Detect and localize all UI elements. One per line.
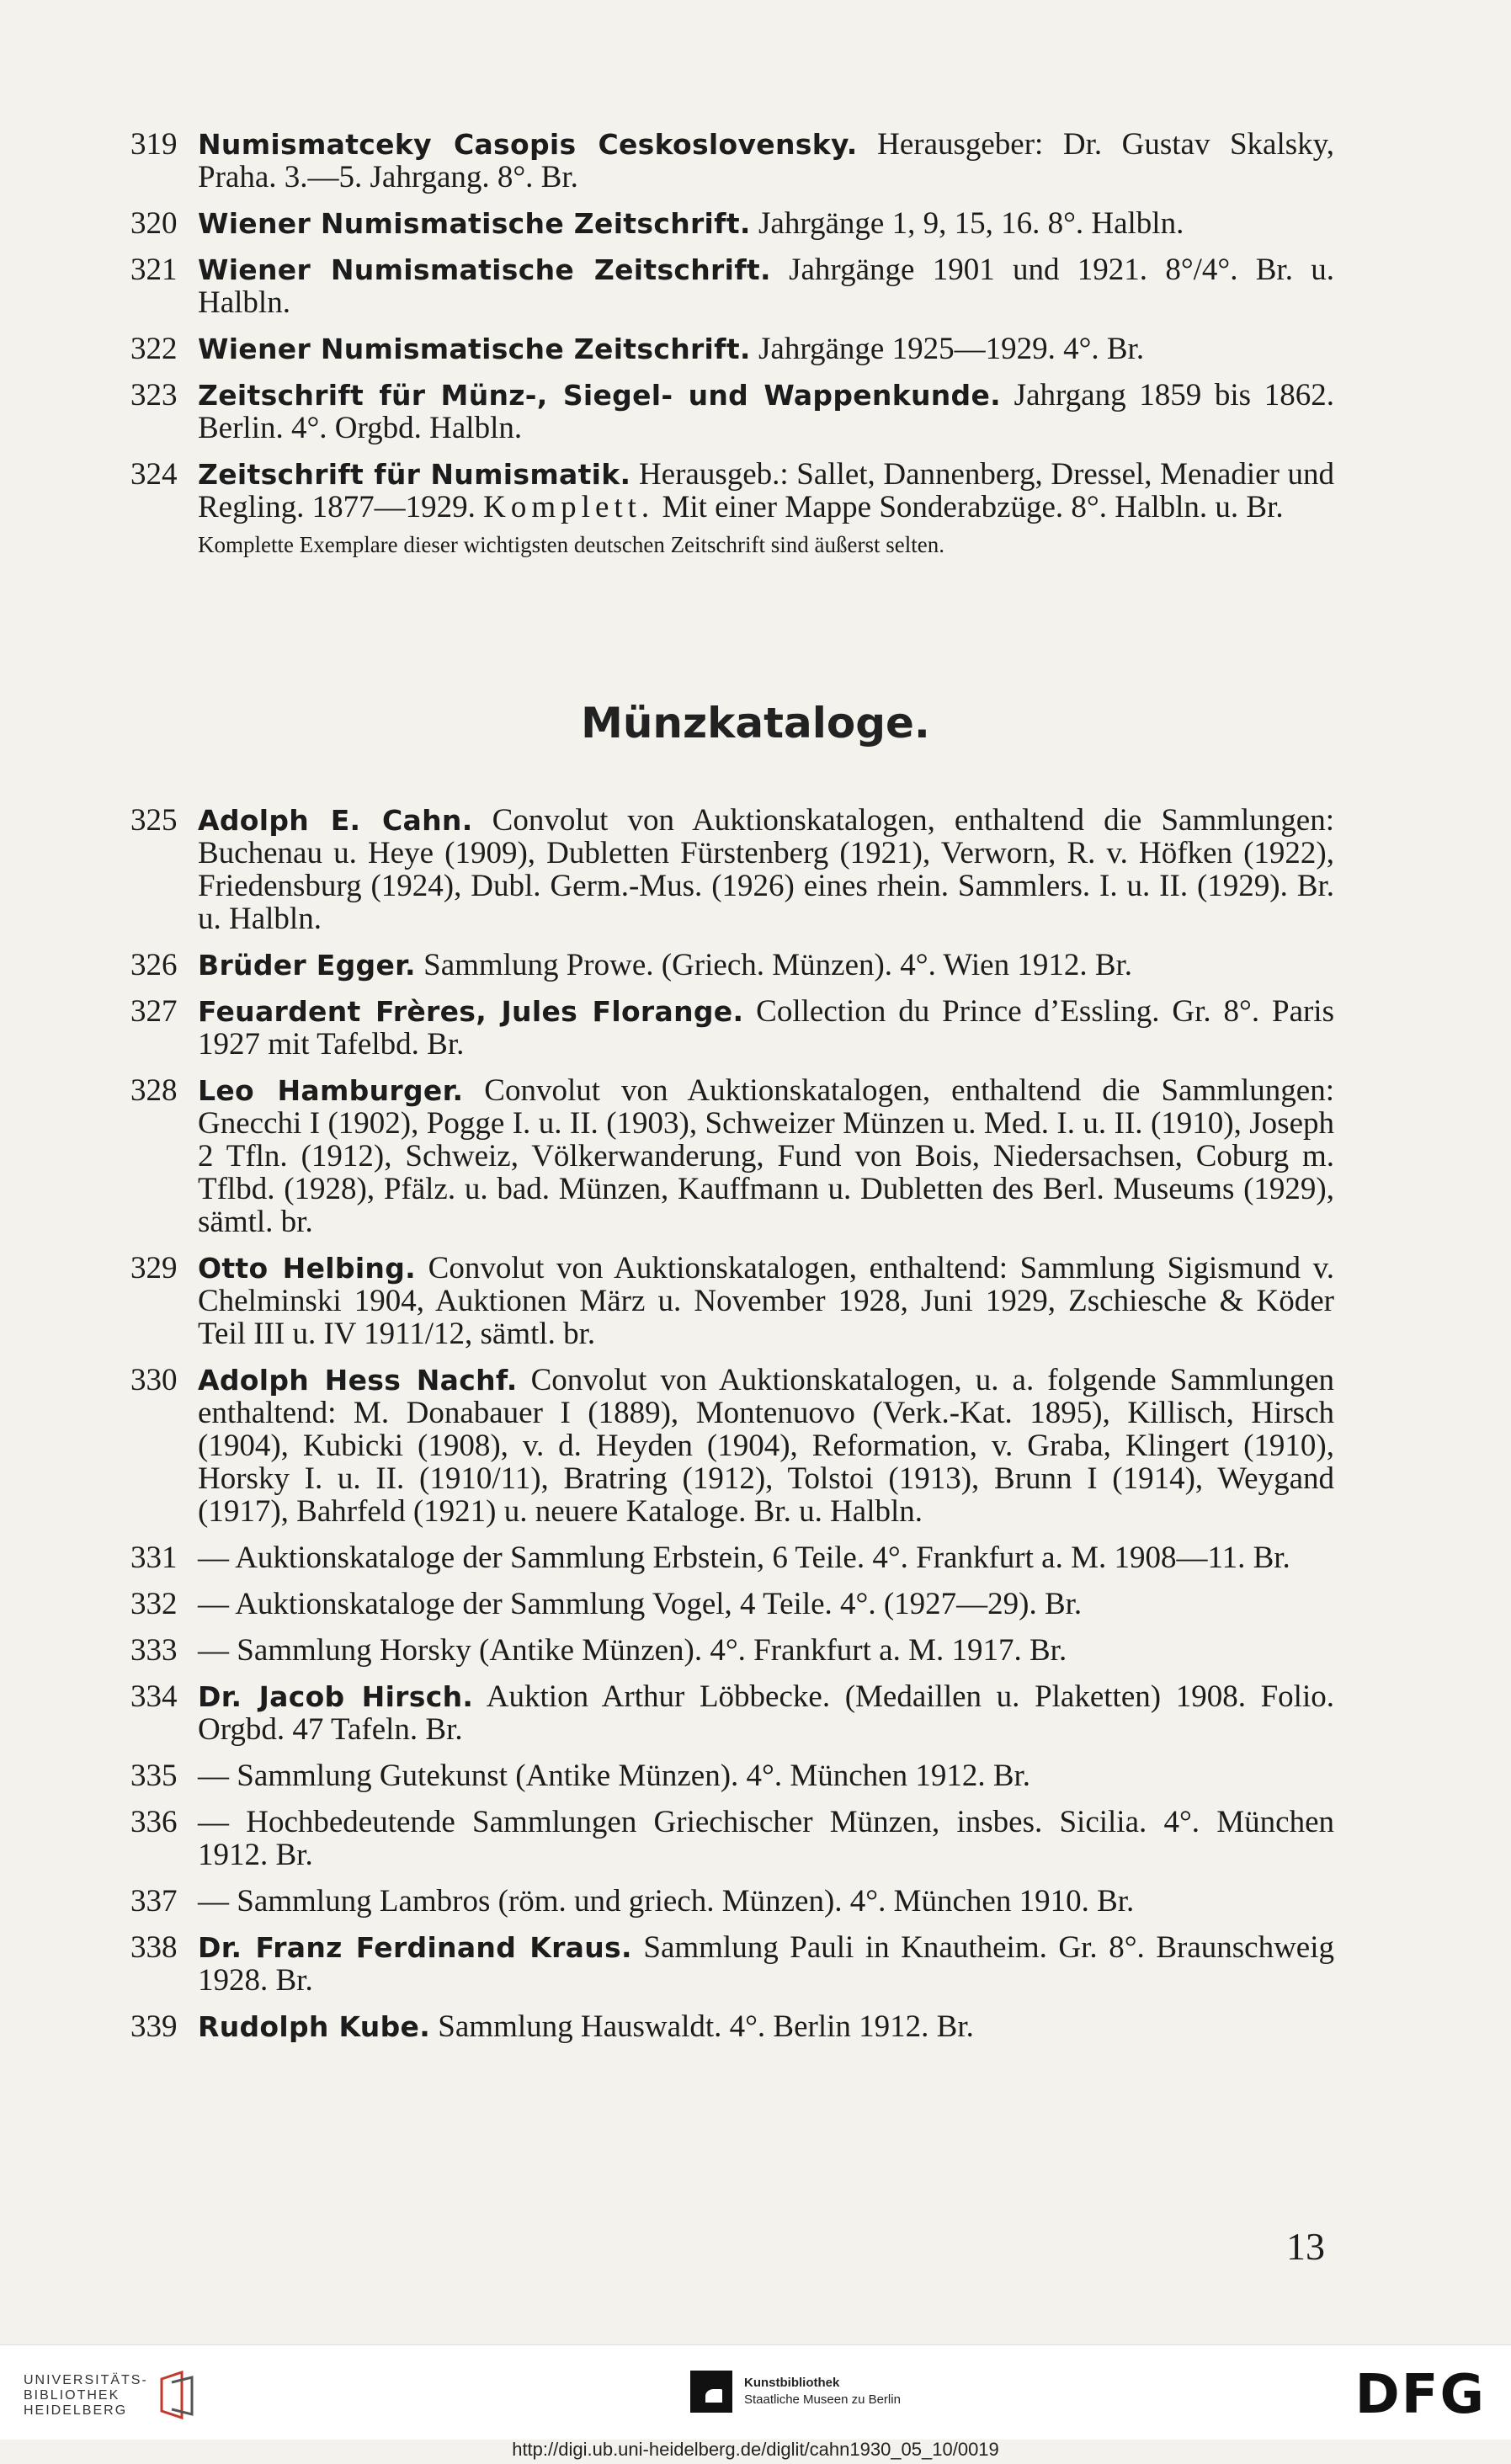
catalog-entry [130, 128, 1334, 194]
entry-heading: Feuardent Frères, Jules Florange. [198, 995, 744, 1028]
entry-text-continued: Mit einer Mappe Sonderabzüge. 8°. Halbln. u. Br. [654, 490, 1284, 524]
permalink-url[interactable]: http://digi.ub.uni-heidelberg.de/diglit/cahn1930_05_10/0019 [512, 2439, 999, 2460]
entry-heading: Otto Helbing. [198, 1252, 416, 1285]
entry-text: Sammlung Pauli in Knautheim. Gr. 8°. Braunschweig 1928. Br. [198, 1930, 1334, 1998]
catalog-entry [130, 207, 1334, 240]
heidelberg-mark-icon [157, 2371, 197, 2421]
entry-number: 327 [130, 994, 178, 1029]
entry-number: 332 [130, 1587, 178, 1621]
uni-line1: UNIVERSITÄTS- [24, 2373, 148, 2387]
entry-heading: Dr. Franz Ferdinand Kraus. [198, 1931, 632, 1964]
entry-number: 334 [130, 1679, 178, 1714]
catalog-entry [130, 1364, 1334, 1528]
kb-subtitle: Staatliche Museen zu Berlin [744, 2392, 901, 2407]
entry-heading: Wiener Numismatische Zeitschrift. [198, 253, 771, 286]
catalog-entry [130, 949, 1334, 982]
section-title: Münzkataloge. [581, 699, 930, 748]
page-number: 13 [1286, 2225, 1325, 2268]
catalog-entry [130, 804, 1334, 935]
entry-number: 338 [130, 1930, 178, 1965]
entry-text: Convolut von Auktionskatalogen, enthaltend: Sammlung Sigismund v. Chelminski 1904, Auktionen März u. November 1928, Juni 1929, Zschiesche & Köder Teil III u. IV 1911/12, sämtl. br. [198, 1251, 1335, 1351]
entry-text: Jahrgang 1859 bis 1862. Berlin. 4°. Orgbd. Halbln. [198, 378, 1334, 445]
entry-number: 322 [130, 332, 178, 366]
catalog-entry [130, 1634, 1334, 1667]
entry-heading: Zeitschrift für Münz-, Siegel- und Wappenkunde. [198, 379, 1001, 412]
entry-number: 319 [130, 127, 178, 162]
entry-text: Jahrgänge 1901 und 1921. 8°/4°. Br. u. Halbln. [198, 253, 1334, 320]
entry-text: Sammlung Prowe. (Griech. Münzen). 4°. Wien 1912. Br. [415, 948, 1133, 982]
catalog-entry [130, 1931, 1334, 1997]
entry-text: Convolut von Auktionskatalogen, enthaltend die Sammlungen: Gnecchi I (1902), Pogge I. u. II. (1903), Schweizer Münzen u. Med. I. u. II. (1910), Joseph 2 Tfln. (1912), Schweiz, Völkerwanderung, Fund von Bois, Niedersachsen, Coburg m. Tflbd. (1928), Pfälz. u. bad. Münzen, Kauffmann u. Dubletten des Berl. Museums (1929), sämtl. br. [198, 1073, 1334, 1239]
catalog-entry [130, 379, 1334, 444]
entry-heading: Brüder Egger. [198, 949, 416, 982]
catalog-entry [130, 1759, 1334, 1792]
catalog-entry [130, 1074, 1334, 1238]
entry-text: — Hochbedeutende Sammlungen Griechischer Münzen, insbes. Sicilia. 4°. München 1912. Br. [198, 1805, 1334, 1872]
entry-text: — Sammlung Gutekunst (Antike Münzen). 4°. München 1912. Br. [198, 1759, 1031, 1793]
dfg-logo[interactable]: DFG [1354, 2364, 1486, 2426]
entry-heading: Numismatceky Casopis Ceskoslovensky. [198, 128, 858, 161]
entry-number: 339 [130, 2009, 178, 2044]
catalog-entry [130, 995, 1334, 1061]
digitization-footer [0, 2344, 1511, 2440]
entry-text: Collection du Prince d’Essling. Gr. 8°. Paris 1927 mit Tafelbd. Br. [198, 994, 1334, 1062]
entry-text: — Sammlung Lambros (röm. und griech. Münzen). 4°. München 1910. Br. [198, 1884, 1135, 1919]
entry-emphasis: Komplett. [483, 490, 655, 524]
entry-heading: Adolph E. Cahn. [198, 804, 473, 837]
entry-text: — Auktionskataloge der Sammlung Vogel, 4 Teile. 4°. (1927—29). Br. [198, 1587, 1083, 1621]
entry-heading: Wiener Numismatische Zeitschrift. [198, 333, 751, 365]
coin-catalogs-list [130, 804, 1334, 2057]
entry-text: Convolut von Auktionskatalogen, enthaltend die Sammlungen: Buchenau u. Heye (1909), Dubletten Fürstenberg (1921), Verworn, R. v. Höfken (1922), Friedensburg (1924), Dubl. Germ.-Mus. (1926) eines rhein. Sammlers. I. u. II. (1929). Br. u. Halbln. [198, 803, 1334, 936]
catalog-entry [130, 2010, 1334, 2043]
entry-text: Auktion Arthur Löbbecke. (Medaillen u. Plaketten) 1908. Folio. Orgbd. 47 Tafeln. Br. [198, 1679, 1334, 1747]
entry-text: Herausgeb.: Sallet, Dannenberg, Dressel, Menadier und Regling. 1877—1929. [198, 457, 1334, 524]
catalog-entry [130, 333, 1334, 365]
entry-text: Sammlung Hauswaldt. 4°. Berlin 1912. Br. [430, 2009, 974, 2044]
entry-number: 330 [130, 1363, 178, 1397]
entry-text: — Sammlung Horsky (Antike Münzen). 4°. Frankfurt a. M. 1917. Br. [198, 1633, 1067, 1668]
entry-number: 336 [130, 1805, 178, 1839]
entry-number: 329 [130, 1251, 178, 1285]
catalog-entry [130, 253, 1334, 319]
periodicals-list [130, 128, 1334, 559]
catalog-entry [130, 1885, 1334, 1918]
uni-line2: BIBLIOTHEK [24, 2388, 120, 2403]
catalog-entry [130, 1806, 1334, 1871]
entry-note: Komplette Exemplare dieser wichtigsten deutschen Zeitschrift sind äußerst selten. [198, 532, 944, 557]
entry-text: Herausgeber: Dr. Gustav Skalsky, Praha. 3.—5. Jahrgang. 8°. Br. [198, 127, 1334, 194]
kunstbibliothek-logo[interactable] [690, 2371, 901, 2413]
entry-number: 326 [130, 948, 178, 982]
catalog-entry [130, 458, 1334, 524]
entry-text: Jahrgänge 1, 9, 15, 16. 8°. Halbln. [750, 206, 1184, 241]
entry-heading: Dr. Jacob Hirsch. [198, 1680, 474, 1713]
entry-heading: Wiener Numismatische Zeitschrift. [198, 207, 751, 240]
catalog-entry [130, 1588, 1334, 1620]
heidelberg-library-logo[interactable] [24, 2371, 197, 2421]
entry-text: Jahrgänge 1925—1929. 4°. Br. [750, 332, 1145, 366]
catalog-entry [130, 1252, 1334, 1350]
kb-title: Kunstbibliothek [744, 2376, 840, 2390]
entry-number: 328 [130, 1073, 178, 1108]
entry-text: — Auktionskataloge der Sammlung Erbstein, 6 Teile. 4°. Frankfurt a. M. 1908—11. Br. [198, 1541, 1290, 1575]
entry-number: 335 [130, 1759, 178, 1793]
catalog-entry [130, 1541, 1334, 1574]
entry-number: 333 [130, 1633, 178, 1668]
entry-number: 321 [130, 253, 178, 287]
entry-heading: Adolph Hess Nachf. [198, 1364, 518, 1397]
entry-number: 323 [130, 378, 178, 412]
catalog-entry [130, 1680, 1334, 1746]
entry-text: Convolut von Auktionskatalogen, u. a. folgende Sammlungen enthaltend: M. Donabauer I (1889), Montenuovo (Verk.-Kat. 1895), Killisch, Hirsch (1904), Kubicki (1908), v. d. Heyden (1904), Reformation, v. Graba, Klingert (1910), Horsky I. u. II. (1910/11), Bratring (1912), Tolstoi (1913), Brunn I (1914), Weygand (1917), Bahrfeld (1921) u. neuere Kataloge. Br. u. Halbln. [198, 1363, 1334, 1529]
entry-heading: Zeitschrift für Numismatik. [198, 458, 631, 491]
entry-heading: Leo Hamburger. [198, 1074, 464, 1107]
entry-number: 325 [130, 803, 178, 838]
uni-line3: HEIDELBERG [24, 2403, 128, 2418]
kunstbibliothek-mark-icon [690, 2371, 732, 2413]
entry-heading: Rudolph Kube. [198, 2010, 431, 2043]
entry-number: 324 [130, 457, 178, 492]
entry-number: 320 [130, 206, 178, 241]
entry-number: 331 [130, 1541, 178, 1575]
entry-number: 337 [130, 1884, 178, 1919]
